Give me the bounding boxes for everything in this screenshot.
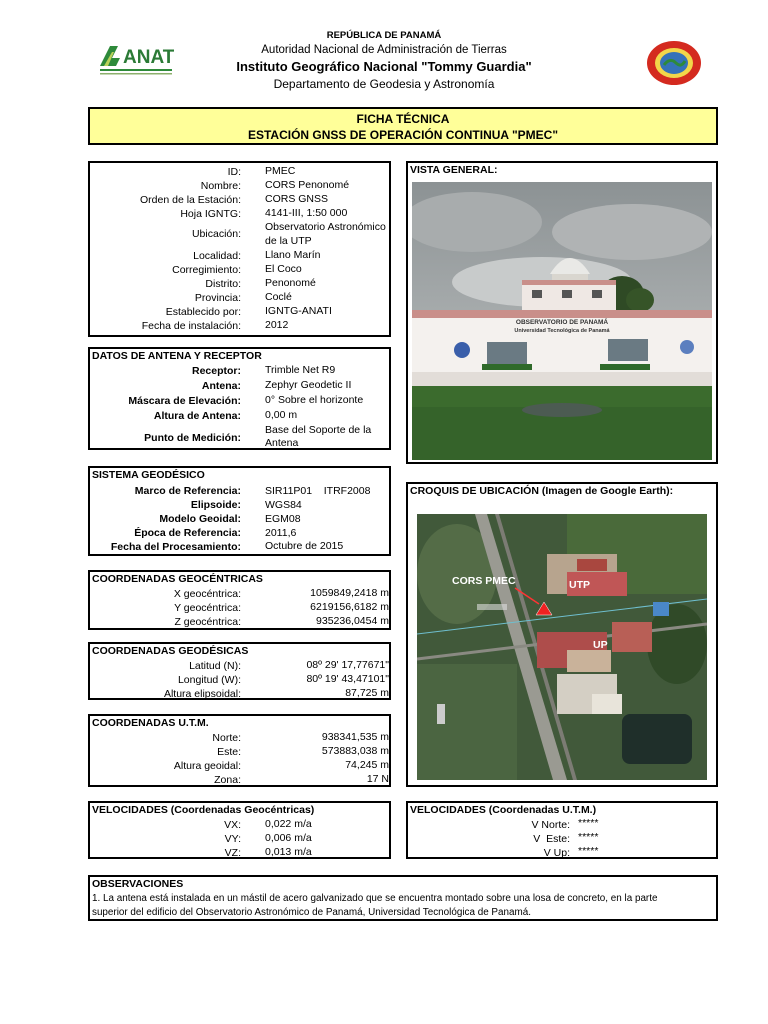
v-east-label: V Este:	[533, 833, 570, 845]
v-east-value: *****	[578, 831, 599, 843]
vy-label: VY:	[224, 833, 241, 845]
department-name: Departamento de Geodesia y Astronomía	[273, 77, 495, 91]
v-up-value: *****	[578, 845, 599, 857]
general-info-section	[88, 161, 391, 337]
geocentric-title: COORDENADAS GEOCÉNTRICAS	[92, 573, 263, 585]
location-sketch-section	[406, 482, 718, 787]
geoid-height-label: Altura geoidal:	[173, 760, 241, 772]
ellipsoid-value: WGS84	[265, 499, 302, 511]
z-geocentric-value: 935236,0454 m	[316, 615, 389, 627]
district-value: Penonomé	[265, 277, 316, 289]
antenna-height-value: 0,00 m	[265, 409, 298, 421]
install-date-label: Fecha de instalación:	[141, 320, 241, 332]
geodetic-system-section	[88, 466, 391, 556]
reference-frame-value: SIR11P01 ITRF2008	[265, 485, 371, 497]
institute-name: Instituto Geográfico Nacional "Tommy Guardia"	[236, 59, 532, 74]
order-value: CORS GNSS	[265, 193, 329, 205]
overview-photo	[412, 182, 712, 460]
velocities-geocentric-title: VELOCIDADES (Coordenadas Geocéntricas)	[92, 804, 315, 816]
zone-label: Zona:	[214, 774, 241, 786]
sign-line-1: OBSERVATORIO DE PANAMÁ	[515, 319, 609, 326]
locality-value: Llano Marín	[265, 249, 321, 261]
geoid-height-value: 74,245 m	[345, 759, 389, 771]
sheet-value: 4141-III, 1:50 000	[265, 207, 348, 219]
observation-line-2: superior del edificio del Observatorio Astronómico de Panamá, Universidad Tecnológica de Panamá.	[92, 907, 531, 918]
z-geocentric-label: Z geocéntrica:	[174, 616, 241, 628]
antenna-section	[88, 347, 391, 450]
province-label: Provincia:	[194, 292, 241, 304]
country-name: REPÚBLICA DE PANAMÁ	[326, 30, 442, 41]
northing-value: 938341,535 m	[321, 731, 389, 743]
processing-date-value: Octubre de 2015	[265, 540, 344, 552]
geodesic-section	[88, 642, 391, 700]
x-geocentric-value: 1059849,2418 m	[310, 587, 389, 599]
utm-title: COORDENADAS U.T.M.	[92, 717, 209, 729]
receiver-value: Trimble Net R9	[265, 364, 336, 376]
anati-logo-text: ANATI	[123, 47, 174, 68]
v-north-label: V Norte:	[531, 819, 570, 831]
geocentric-section	[88, 570, 391, 630]
order-label: Orden de la Estación:	[140, 194, 241, 206]
sheet-label: Hoja IGNTG:	[180, 208, 241, 220]
title-line-1: FICHA TÉCNICA	[356, 112, 450, 126]
geodesic-title: COORDENADAS GEODÉSICAS	[92, 645, 249, 657]
vx-value: 0,022 m/a	[265, 818, 312, 830]
antenna-label: Antena:	[201, 380, 241, 392]
elevation-mask-value: 0° Sobre el horizonte	[265, 394, 364, 406]
name-value: CORS Penonomé	[265, 179, 350, 191]
ellipsoid-label: Elipsoide:	[190, 499, 241, 511]
elevation-mask-label: Máscara de Elevación:	[128, 395, 241, 407]
antenna-value: Zephyr Geodetic II	[265, 379, 352, 391]
easting-label: Este:	[217, 746, 241, 758]
velocities-utm-title: VELOCIDADES (Coordenadas U.T.M.)	[410, 804, 597, 816]
easting-value: 573883,038 m	[321, 745, 389, 757]
reference-frame-label: Marco de Referencia:	[134, 485, 241, 497]
location-sketch-title: CROQUIS DE UBICACIÓN (Imagen de Google Earth):	[410, 485, 674, 497]
map-label-utp: UTP	[569, 579, 590, 591]
reference-epoch-label: Época de Referencia:	[134, 527, 241, 539]
id-label: ID:	[227, 166, 241, 178]
geoid-model-value: EGM08	[265, 513, 301, 525]
reference-epoch-value: 2011,6	[265, 527, 297, 539]
vz-value: 0,013 m/a	[265, 846, 312, 858]
geodetic-system-title: SISTEMA GEODÉSICO	[92, 469, 205, 481]
location-value-2: de la UTP	[265, 235, 312, 247]
latitude-label: Latitud (N):	[189, 660, 241, 672]
measurement-point-value-2: Antena	[265, 437, 299, 449]
map-label-cors: CORS PMEC	[452, 575, 516, 587]
antenna-section-title: DATOS DE ANTENA Y RECEPTOR	[92, 350, 262, 362]
measurement-point-value: Base del Soporte de la	[265, 424, 372, 436]
ign-seal	[645, 40, 703, 86]
established-label: Establecido por:	[165, 306, 241, 318]
vy-value: 0,006 m/a	[265, 832, 312, 844]
antenna-height-label: Altura de Antena:	[153, 410, 241, 422]
vz-label: VZ:	[224, 847, 241, 859]
overview-section	[406, 161, 718, 464]
name-label: Nombre:	[200, 180, 241, 192]
established-value: IGNTG-ANATI	[265, 305, 332, 317]
authority-name: Autoridad Nacional de Administración de Tierras	[261, 44, 507, 56]
longitude-label: Longitud (W):	[177, 674, 241, 686]
y-geocentric-label: Y geocéntrica:	[174, 602, 241, 614]
location-value: Observatorio Astronómico	[265, 221, 386, 233]
title-line-2: ESTACIÓN GNSS DE OPERACIÓN CONTINUA "PMEC"	[247, 128, 559, 142]
processing-date-label: Fecha del Procesamiento:	[110, 541, 241, 553]
locality-label: Localidad:	[193, 250, 241, 262]
ellipsoidal-height-value: 87,725 m	[345, 687, 389, 699]
title-bar	[88, 107, 718, 145]
observations-title: OBSERVACIONES	[92, 878, 184, 890]
observations-section	[88, 875, 718, 921]
latitude-value: 08º 29' 17,77671"	[306, 659, 389, 671]
overview-title: VISTA GENERAL:	[410, 164, 498, 176]
province-value: Coclé	[265, 291, 292, 303]
y-geocentric-value: 6219156,6182 m	[310, 601, 389, 613]
zone-value: 17 N	[366, 773, 389, 785]
district-label: Distrito:	[205, 278, 241, 290]
longitude-value: 80º 19' 43,47101"	[306, 673, 389, 685]
velocities-geocentric-section	[88, 801, 391, 859]
map-label-up: UP	[593, 639, 608, 651]
velocities-utm-section	[406, 801, 718, 859]
x-geocentric-label: X geocéntrica:	[173, 588, 241, 600]
v-up-label: V Up:	[543, 847, 570, 859]
observation-line-1: 1. La antena está instalada en un mástil de acero galvanizado que se encuentra montado sobre una losa de concreto, en la parte	[92, 893, 658, 904]
vx-label: VX:	[224, 819, 241, 831]
ellipsoidal-height-label: Altura elipsoidal:	[163, 688, 241, 700]
install-date-value: 2012	[265, 319, 289, 331]
northing-label: Norte:	[212, 732, 241, 744]
v-north-value: *****	[578, 817, 599, 829]
measurement-point-label: Punto de Medición:	[144, 432, 241, 444]
satellite-map	[417, 514, 707, 780]
id-value: PMEC	[265, 165, 296, 177]
sign-line-2: Universidad Tecnológica de Panamá	[514, 328, 610, 334]
utm-section	[88, 714, 391, 787]
location-label: Ubicación:	[191, 228, 241, 240]
receiver-label: Receptor:	[191, 365, 241, 377]
corregimiento-label: Corregimiento:	[172, 264, 241, 276]
corregimiento-value: El Coco	[265, 263, 302, 275]
geoid-model-label: Modelo Geoidal:	[159, 513, 241, 525]
